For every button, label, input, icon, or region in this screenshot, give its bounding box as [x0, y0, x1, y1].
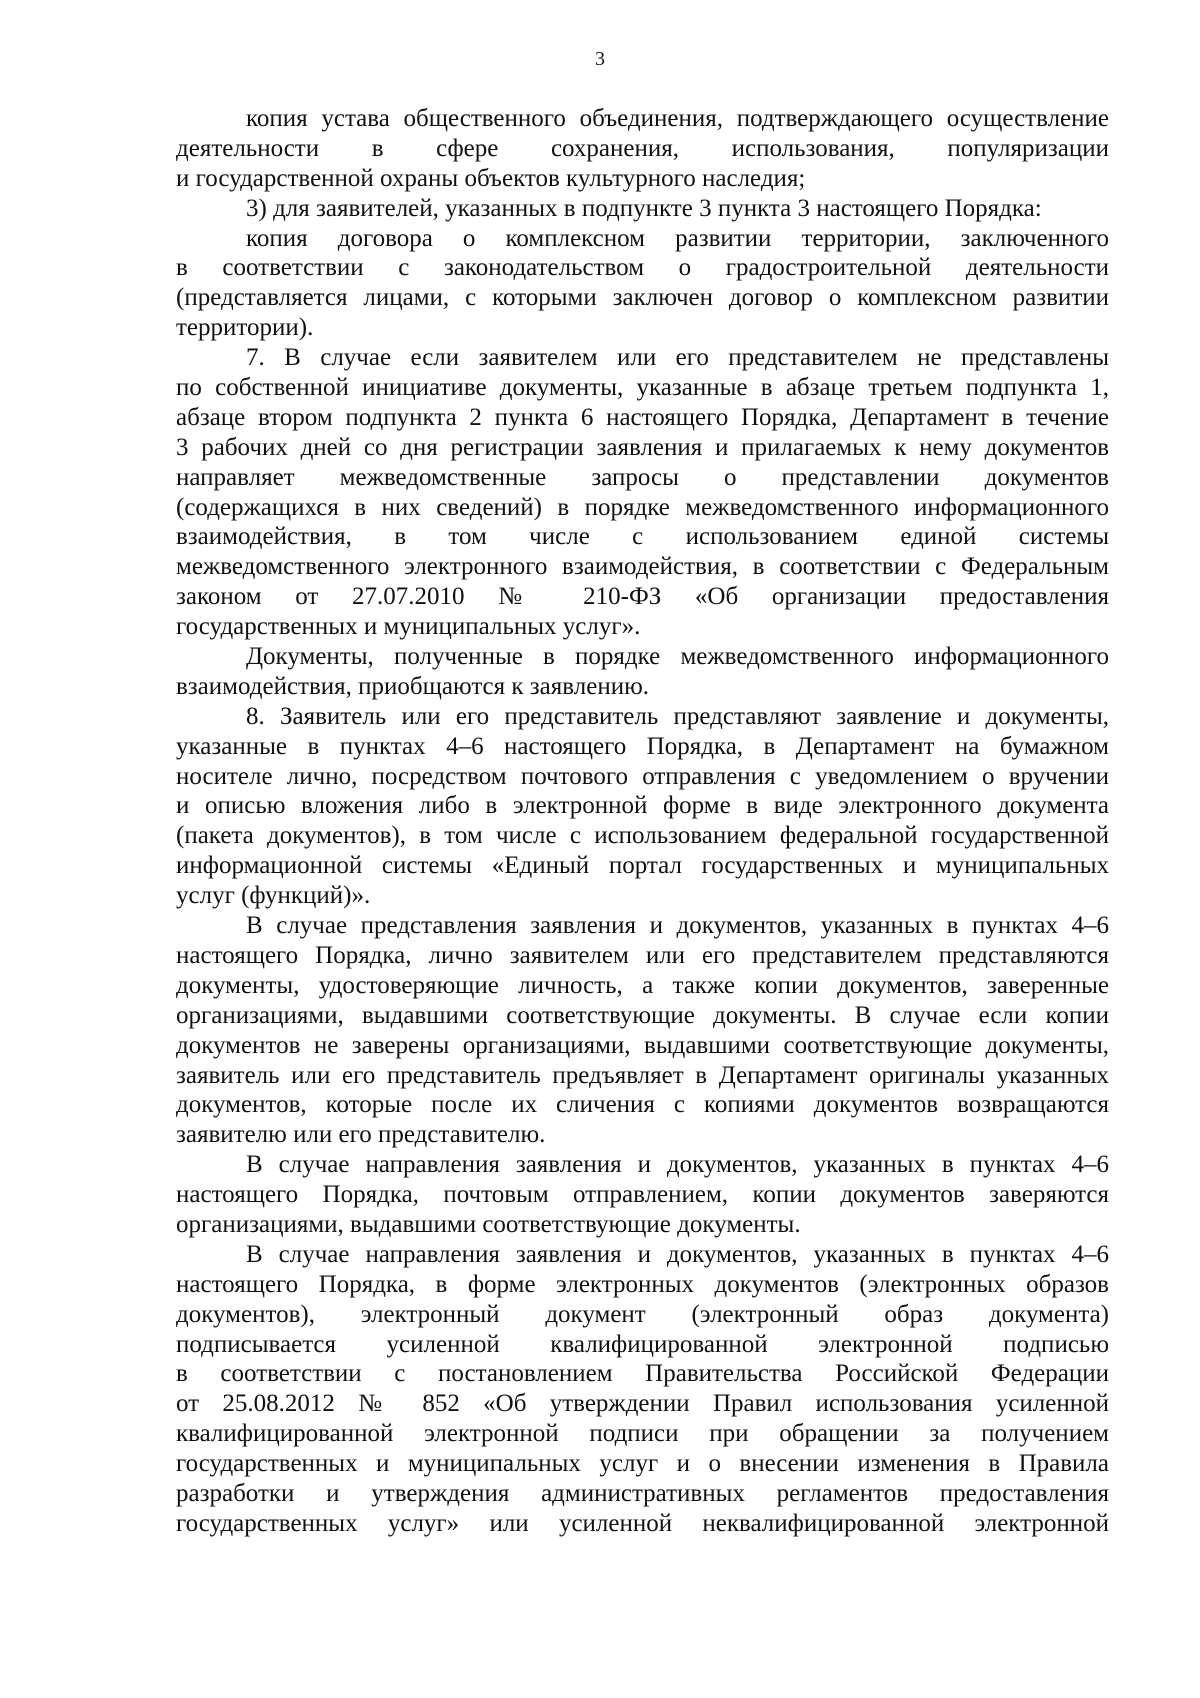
- text-line: по собственной инициативе документы, указанные в абзаце третьем подпункта 1,: [176, 374, 1109, 402]
- text-line: документов не заверены организациями, выдавшими соответствующие документы,: [176, 1031, 1109, 1059]
- text-line: Документы, полученные в порядке межведомственного информационного: [246, 643, 1109, 671]
- text-line: организациями, выдавшими соответствующие документы. В случае если копии: [176, 1001, 1109, 1029]
- text-line: взаимодействия, приобщаются к заявлению.: [176, 672, 649, 700]
- text-line: копия устава общественного объединения, подтверждающего осуществление: [246, 105, 1109, 132]
- text-line: государственных услуг» или усиленной неквалифицированной электронной: [176, 1509, 1109, 1537]
- text-line: настоящего Порядка, лично заявителем или его представителем представляются: [176, 941, 1109, 969]
- text-line: разработки и утверждения административных регламентов предоставления: [176, 1479, 1109, 1507]
- text-line: В случае направления заявления и документов, указанных в пунктах 4–6: [246, 1151, 1109, 1179]
- text-line: 3) для заявителей, указанных в подпункте 3 пункта 3 настоящего Порядка:: [246, 194, 1042, 222]
- text-line: квалифицированной электронной подписи при обращении за получением: [176, 1420, 1109, 1448]
- text-line: деятельности в сфере сохранения, использования, популяризации: [176, 134, 1109, 162]
- text-line: настоящего Порядка, в форме электронных документов (электронных образов: [176, 1270, 1109, 1298]
- text-line: и государственной охраны объектов культурного наследия;: [176, 164, 806, 192]
- text-line: взаимодействия, в том числе с использованием единой системы: [176, 523, 1109, 551]
- text-line: документов, которые после их сличения с копиями документов возвращаются: [176, 1091, 1109, 1119]
- text-line: абзаце втором подпункта 2 пункта 6 настоящего Порядка, Департамент в течение: [176, 403, 1109, 431]
- text-line: документы, удостоверяющие личность, а также копии документов, заверенные: [176, 971, 1109, 999]
- text-line: в соответствии с законодательством о градостроительной деятельности: [176, 254, 1109, 282]
- text-line: носителе лично, посредством почтового отправления с уведомлением о вручении: [176, 762, 1109, 790]
- document-body: [176, 104, 1109, 1539]
- text-line: заявителю или его представителю.: [176, 1121, 546, 1149]
- text-line: межведомственного электронного взаимодействия, в соответствии с Федеральным: [176, 553, 1109, 581]
- text-line: услуг (функций)».: [176, 882, 371, 910]
- text-line: от 25.08.2012 № 852 «Об утверждении Правил использования усиленной: [176, 1390, 1109, 1418]
- text-line: (представляется лицами, с которыми заключен договор о комплексном развитии: [176, 284, 1109, 312]
- text-line: (пакета документов), в том числе с использованием федеральной государственной: [176, 822, 1109, 850]
- text-line: территории).: [176, 314, 314, 342]
- text-line: информационной системы «Единый портал государственных и муниципальных: [176, 852, 1109, 880]
- text-line: направляет межведомственные запросы о представлении документов: [176, 463, 1109, 491]
- text-line: законом от 27.07.2010 № 210-ФЗ «Об организации предоставления: [176, 583, 1109, 611]
- text-line: 8. Заявитель или его представитель представляют заявление и документы,: [246, 702, 1109, 730]
- text-line: подписывается усиленной квалифицированной электронной подписью: [176, 1330, 1109, 1358]
- text-line: организациями, выдавшими соответствующие документы.: [176, 1210, 801, 1238]
- page-number: 3: [595, 48, 605, 70]
- text-line: В случае направления заявления и документов, указанных в пунктах 4–6: [246, 1240, 1109, 1268]
- text-line: в соответствии с постановлением Правительства Российской Федерации: [176, 1360, 1109, 1388]
- text-line: 3 рабочих дней со дня регистрации заявления и прилагаемых к нему документов: [176, 433, 1109, 461]
- text-line: государственных и муниципальных услуг и о внесении изменения в Правила: [176, 1450, 1109, 1478]
- text-line: настоящего Порядка, почтовым отправлением, копии документов заверяются: [176, 1181, 1109, 1209]
- text-line: государственных и муниципальных услуг».: [176, 613, 641, 641]
- text-line: указанные в пунктах 4–6 настоящего Порядка, в Департамент на бумажном: [176, 732, 1109, 760]
- text-line: В случае представления заявления и документов, указанных в пунктах 4–6: [246, 912, 1109, 940]
- text-line: (содержащихся в них сведений) в порядке межведомственного информационного: [176, 493, 1109, 521]
- text-line: копия договора о комплексном развитии территории, заключенного: [246, 224, 1109, 252]
- text-line: документов), электронный документ (электронный образ документа): [176, 1300, 1109, 1328]
- text-line: заявитель или его представитель предъявляет в Департамент оригиналы указанных: [176, 1061, 1109, 1089]
- text-line: и описью вложения либо в электронной форме в виде электронного документа: [176, 792, 1109, 820]
- text-line: 7. В случае если заявителем или его представителем не представлены: [246, 344, 1109, 372]
